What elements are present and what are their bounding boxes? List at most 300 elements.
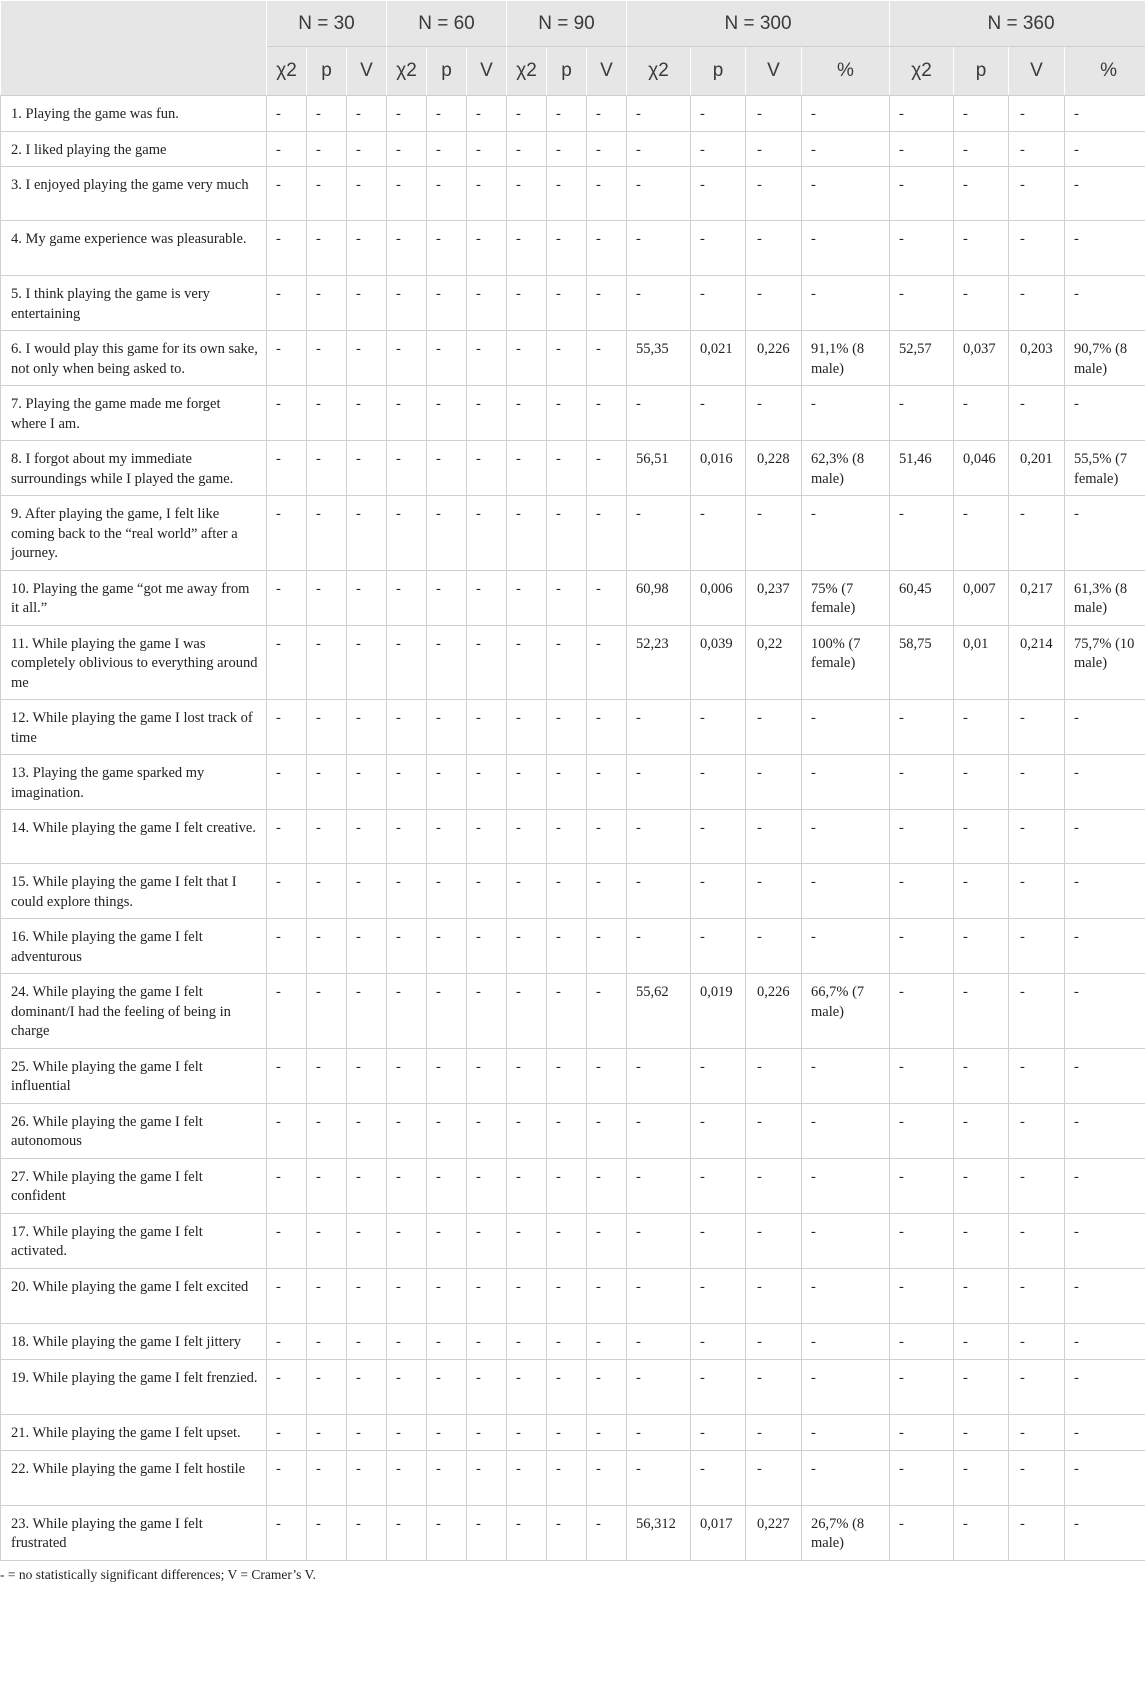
cell-percent: - — [1065, 1158, 1145, 1213]
cell-p: - — [547, 810, 587, 864]
cell-chi2: - — [387, 864, 427, 919]
cell-v: - — [587, 570, 627, 625]
cell-v: - — [746, 167, 802, 221]
item-label: 3. I enjoyed playing the game very much — [1, 167, 267, 221]
cell-v: - — [347, 700, 387, 755]
table-row — [1, 700, 1145, 755]
cell-p: - — [691, 96, 746, 132]
cell-v: - — [347, 1158, 387, 1213]
cell-percent: - — [1065, 167, 1145, 221]
cell-chi2: - — [890, 276, 954, 331]
cell-v: 0,201 — [1009, 441, 1065, 496]
cell-percent: - — [802, 221, 890, 276]
cell-chi2: - — [267, 1048, 307, 1103]
cell-chi2: - — [507, 919, 547, 974]
cell-v: - — [746, 1414, 802, 1450]
cell-chi2: - — [627, 1359, 691, 1414]
item-label: 2. I liked playing the game — [1, 131, 267, 167]
item-label: 8. I forgot about my immediate surroundings while I played the game. — [1, 441, 267, 496]
cell-p: - — [547, 1323, 587, 1359]
cell-chi2: - — [387, 919, 427, 974]
cell-chi2: - — [627, 1450, 691, 1505]
cell-chi2: - — [507, 1158, 547, 1213]
cell-p: - — [547, 625, 587, 700]
cell-chi2: - — [627, 131, 691, 167]
cell-percent: - — [802, 496, 890, 571]
cell-p: - — [547, 331, 587, 386]
table-row — [1, 625, 1145, 700]
cell-p: 0,01 — [954, 625, 1009, 700]
cell-p: - — [547, 1359, 587, 1414]
cell-p: - — [954, 1414, 1009, 1450]
cell-v: - — [746, 919, 802, 974]
cell-percent: 26,7% (8 male) — [802, 1505, 890, 1560]
cell-p: - — [427, 1103, 467, 1158]
cell-p: - — [427, 625, 467, 700]
cell-p: - — [691, 1414, 746, 1450]
cell-chi2: - — [890, 221, 954, 276]
cell-p: - — [691, 1048, 746, 1103]
cell-p: - — [691, 755, 746, 810]
cell-chi2: - — [507, 1103, 547, 1158]
cell-chi2: - — [387, 331, 427, 386]
cell-chi2: 58,75 — [890, 625, 954, 700]
cell-v: - — [347, 221, 387, 276]
cell-chi2: - — [507, 131, 547, 167]
cell-chi2: - — [507, 221, 547, 276]
cell-p: - — [954, 919, 1009, 974]
cell-p: - — [427, 864, 467, 919]
table-row — [1, 331, 1145, 386]
cell-chi2: - — [507, 1505, 547, 1560]
cell-v: - — [347, 1505, 387, 1560]
cell-v: - — [746, 131, 802, 167]
cell-v: - — [347, 167, 387, 221]
cell-v: - — [1009, 919, 1065, 974]
cell-v: - — [467, 441, 507, 496]
cell-chi2: - — [507, 625, 547, 700]
cell-percent: - — [802, 1323, 890, 1359]
cell-p: - — [954, 221, 1009, 276]
cell-p: 0,017 — [691, 1505, 746, 1560]
cell-p: - — [691, 700, 746, 755]
cell-p: - — [307, 1048, 347, 1103]
table-row — [1, 1103, 1145, 1158]
table-row — [1, 1213, 1145, 1268]
cell-p: - — [307, 131, 347, 167]
cell-chi2: - — [387, 496, 427, 571]
cell-v: - — [467, 167, 507, 221]
table-row — [1, 276, 1145, 331]
cell-chi2: - — [627, 700, 691, 755]
cell-v: - — [467, 1048, 507, 1103]
cell-chi2: - — [627, 1268, 691, 1323]
cell-percent: - — [802, 386, 890, 441]
cell-v: - — [347, 276, 387, 331]
cell-p: 0,019 — [691, 974, 746, 1049]
cell-chi2: - — [387, 755, 427, 810]
cell-v: - — [746, 1268, 802, 1323]
cell-percent: - — [802, 96, 890, 132]
cell-p: - — [307, 1505, 347, 1560]
cell-v: - — [1009, 974, 1065, 1049]
cell-v: - — [347, 496, 387, 571]
table-body — [1, 96, 1145, 1561]
table-row — [1, 1450, 1145, 1505]
cell-percent: - — [802, 131, 890, 167]
cell-v: - — [1009, 1268, 1065, 1323]
cell-v: - — [587, 96, 627, 132]
cell-v: 0,226 — [746, 331, 802, 386]
cell-percent: - — [802, 1414, 890, 1450]
cell-v: - — [467, 700, 507, 755]
cell-percent: - — [802, 700, 890, 755]
table-row — [1, 1158, 1145, 1213]
cell-p: - — [307, 625, 347, 700]
sub-chi2: χ2 — [267, 47, 307, 96]
cell-v: - — [1009, 131, 1065, 167]
cell-percent: - — [1065, 974, 1145, 1049]
cell-p: - — [307, 1268, 347, 1323]
cell-chi2: - — [267, 221, 307, 276]
cell-chi2: - — [890, 1048, 954, 1103]
cell-p: - — [547, 441, 587, 496]
cell-chi2: - — [267, 131, 307, 167]
cell-v: - — [467, 810, 507, 864]
cell-p: - — [691, 167, 746, 221]
cell-percent: - — [1065, 386, 1145, 441]
cell-v: - — [746, 96, 802, 132]
cell-p: - — [691, 221, 746, 276]
cell-v: 0,227 — [746, 1505, 802, 1560]
cell-chi2: - — [507, 386, 547, 441]
cell-v: - — [746, 276, 802, 331]
cell-v: - — [1009, 1213, 1065, 1268]
cell-p: - — [691, 1268, 746, 1323]
cell-v: - — [587, 131, 627, 167]
cell-p: - — [691, 276, 746, 331]
cell-p: - — [307, 1359, 347, 1414]
item-label: 26. While playing the game I felt autonomous — [1, 1103, 267, 1158]
cell-v: - — [1009, 1323, 1065, 1359]
cell-chi2: - — [267, 386, 307, 441]
cell-chi2: - — [387, 700, 427, 755]
cell-chi2: 56,51 — [627, 441, 691, 496]
cell-v: - — [587, 1359, 627, 1414]
cell-p: - — [954, 131, 1009, 167]
cell-v: - — [347, 441, 387, 496]
cell-chi2: - — [387, 386, 427, 441]
cell-v: - — [1009, 96, 1065, 132]
cell-chi2: 51,46 — [890, 441, 954, 496]
cell-chi2: - — [387, 276, 427, 331]
cell-v: - — [746, 1103, 802, 1158]
cell-percent: - — [1065, 1268, 1145, 1323]
cell-v: - — [746, 755, 802, 810]
cell-percent: 55,5% (7 female) — [1065, 441, 1145, 496]
cell-p: - — [427, 974, 467, 1049]
cell-chi2: - — [507, 700, 547, 755]
cell-p: - — [307, 755, 347, 810]
cell-p: - — [547, 1268, 587, 1323]
cell-v: - — [587, 167, 627, 221]
cell-p: - — [691, 810, 746, 864]
cell-v: - — [746, 864, 802, 919]
cell-p: - — [427, 700, 467, 755]
cell-percent: - — [1065, 96, 1145, 132]
group-n30: N = 30 — [267, 1, 387, 47]
cell-v: - — [467, 131, 507, 167]
cell-percent: - — [802, 919, 890, 974]
cell-v: - — [1009, 700, 1065, 755]
cell-p: - — [954, 276, 1009, 331]
cell-p: - — [547, 1213, 587, 1268]
cell-chi2: - — [627, 1103, 691, 1158]
cell-p: - — [547, 131, 587, 167]
cell-p: - — [547, 864, 587, 919]
cell-chi2: - — [890, 755, 954, 810]
cell-p: - — [547, 96, 587, 132]
cell-v: - — [587, 496, 627, 571]
group-n360: N = 360 — [890, 1, 1145, 47]
cell-chi2: - — [890, 919, 954, 974]
cell-percent: 100% (7 female) — [802, 625, 890, 700]
cell-percent: - — [1065, 700, 1145, 755]
cell-p: - — [307, 1414, 347, 1450]
cell-chi2: - — [267, 810, 307, 864]
item-label: 10. Playing the game “got me away from it all.” — [1, 570, 267, 625]
cell-percent: - — [1065, 1323, 1145, 1359]
cell-p: - — [427, 276, 467, 331]
cell-v: - — [347, 1359, 387, 1414]
cell-chi2: - — [890, 496, 954, 571]
cell-chi2: - — [267, 864, 307, 919]
cell-p: - — [547, 1414, 587, 1450]
cell-v: - — [587, 1268, 627, 1323]
cell-v: - — [587, 974, 627, 1049]
cell-percent: - — [802, 1450, 890, 1505]
cell-p: - — [954, 1450, 1009, 1505]
cell-chi2: - — [890, 864, 954, 919]
cell-chi2: - — [627, 386, 691, 441]
table-footnote: - = no statistically significant differences; V = Cramer’s V. — [0, 1566, 316, 1582]
item-label: 19. While playing the game I felt frenzied. — [1, 1359, 267, 1414]
cell-v: - — [1009, 386, 1065, 441]
cell-chi2: - — [267, 1158, 307, 1213]
cell-chi2: - — [890, 1268, 954, 1323]
cell-p: - — [954, 1213, 1009, 1268]
cell-v: - — [1009, 1414, 1065, 1450]
cell-v: - — [467, 96, 507, 132]
item-label: 17. While playing the game I felt activated. — [1, 1213, 267, 1268]
item-label: 16. While playing the game I felt adventurous — [1, 919, 267, 974]
cell-p: - — [954, 1323, 1009, 1359]
cell-chi2: - — [267, 1268, 307, 1323]
cell-v: - — [587, 755, 627, 810]
cell-percent: - — [1065, 1359, 1145, 1414]
table-row — [1, 221, 1145, 276]
cell-v: - — [347, 96, 387, 132]
cell-v: - — [1009, 1048, 1065, 1103]
cell-percent: - — [1065, 810, 1145, 864]
cell-v: - — [587, 276, 627, 331]
cell-chi2: - — [507, 167, 547, 221]
cell-v: - — [587, 1414, 627, 1450]
cell-chi2: - — [507, 810, 547, 864]
cell-v: - — [467, 755, 507, 810]
cell-v: - — [1009, 1158, 1065, 1213]
cell-v: 0,237 — [746, 570, 802, 625]
cell-p: - — [307, 1103, 347, 1158]
cell-p: - — [427, 1048, 467, 1103]
table-row — [1, 1505, 1145, 1560]
cell-chi2: - — [890, 1359, 954, 1414]
cell-percent: 62,3% (8 male) — [802, 441, 890, 496]
table-row — [1, 496, 1145, 571]
cell-p: - — [427, 755, 467, 810]
cell-p: - — [954, 864, 1009, 919]
sub-chi2: χ2 — [627, 47, 691, 96]
cell-percent: - — [802, 864, 890, 919]
cell-v: - — [467, 1158, 507, 1213]
cell-percent: - — [1065, 864, 1145, 919]
cell-p: - — [307, 1213, 347, 1268]
cell-chi2: - — [627, 1048, 691, 1103]
cell-v: - — [467, 919, 507, 974]
cell-p: - — [691, 919, 746, 974]
sub-v: V — [467, 47, 507, 96]
cell-p: - — [307, 496, 347, 571]
cell-p: - — [954, 1359, 1009, 1414]
cell-v: - — [1009, 864, 1065, 919]
cell-chi2: - — [890, 1414, 954, 1450]
item-label: 6. I would play this game for its own sake, not only when being asked to. — [1, 331, 267, 386]
table-row — [1, 1414, 1145, 1450]
cell-chi2: - — [627, 1414, 691, 1450]
cell-v: 0,214 — [1009, 625, 1065, 700]
cell-v: - — [587, 919, 627, 974]
cell-chi2: - — [890, 1103, 954, 1158]
cell-p: 0,039 — [691, 625, 746, 700]
cell-chi2: - — [387, 1213, 427, 1268]
cell-chi2: - — [267, 1505, 307, 1560]
cell-v: - — [1009, 496, 1065, 571]
cell-chi2: - — [507, 1213, 547, 1268]
cell-v: - — [587, 441, 627, 496]
cell-v: - — [347, 570, 387, 625]
cell-p: 0,007 — [954, 570, 1009, 625]
cell-v: - — [347, 625, 387, 700]
item-label: 12. While playing the game I lost track of time — [1, 700, 267, 755]
item-label: 9. After playing the game, I felt like coming back to the “real world” after a journey. — [1, 496, 267, 571]
cell-p: - — [691, 1323, 746, 1359]
cell-p: - — [547, 974, 587, 1049]
cell-chi2: - — [267, 974, 307, 1049]
cell-p: - — [427, 1505, 467, 1560]
cell-chi2: - — [387, 1359, 427, 1414]
table-row — [1, 919, 1145, 974]
cell-p: - — [954, 810, 1009, 864]
cell-v: - — [746, 1450, 802, 1505]
cell-chi2: - — [890, 131, 954, 167]
cell-chi2: - — [507, 1359, 547, 1414]
cell-chi2: 56,312 — [627, 1505, 691, 1560]
cell-v: - — [1009, 755, 1065, 810]
cell-p: - — [427, 1323, 467, 1359]
table-row — [1, 755, 1145, 810]
cell-chi2: - — [267, 570, 307, 625]
cell-p: - — [954, 1505, 1009, 1560]
cell-v: - — [746, 386, 802, 441]
cell-chi2: - — [387, 441, 427, 496]
cell-v: - — [347, 1268, 387, 1323]
cell-percent: - — [1065, 1450, 1145, 1505]
cell-p: - — [954, 496, 1009, 571]
cell-chi2: - — [507, 570, 547, 625]
cell-p: - — [954, 386, 1009, 441]
cell-chi2: - — [627, 810, 691, 864]
cell-chi2: - — [387, 625, 427, 700]
cell-p: - — [954, 1158, 1009, 1213]
cell-chi2: - — [890, 974, 954, 1049]
cell-percent: - — [802, 1103, 890, 1158]
cell-v: - — [467, 221, 507, 276]
cell-p: - — [307, 864, 347, 919]
cell-percent: - — [1065, 1048, 1145, 1103]
cell-chi2: - — [267, 331, 307, 386]
cell-chi2: - — [267, 167, 307, 221]
cell-v: - — [467, 496, 507, 571]
item-label: 25. While playing the game I felt influential — [1, 1048, 267, 1103]
cell-v: - — [746, 700, 802, 755]
cell-p: - — [547, 1450, 587, 1505]
cell-p: - — [427, 1213, 467, 1268]
cell-p: - — [427, 1158, 467, 1213]
cell-v: - — [347, 1213, 387, 1268]
sub-percent: % — [802, 47, 890, 96]
cell-p: - — [547, 1048, 587, 1103]
cell-p: - — [691, 864, 746, 919]
table-header — [1, 1, 1145, 96]
cell-p: - — [307, 276, 347, 331]
cell-chi2: - — [267, 1323, 307, 1359]
cell-percent: - — [1065, 1414, 1145, 1450]
cell-v: - — [1009, 167, 1065, 221]
item-label: 4. My game experience was pleasurable. — [1, 221, 267, 276]
cell-v: 0,203 — [1009, 331, 1065, 386]
table-row — [1, 167, 1145, 221]
cell-p: - — [691, 131, 746, 167]
cell-v: - — [746, 810, 802, 864]
cell-p: - — [547, 700, 587, 755]
cell-chi2: - — [267, 1359, 307, 1414]
cell-p: - — [427, 386, 467, 441]
cell-chi2: - — [627, 1158, 691, 1213]
cell-percent: - — [1065, 276, 1145, 331]
cell-v: - — [467, 331, 507, 386]
cell-chi2: - — [627, 755, 691, 810]
cell-v: - — [746, 1323, 802, 1359]
cell-p: - — [427, 331, 467, 386]
cell-p: - — [547, 221, 587, 276]
cell-chi2: - — [387, 1158, 427, 1213]
item-label: 5. I think playing the game is very entertaining — [1, 276, 267, 331]
cell-chi2: - — [267, 441, 307, 496]
cell-percent: - — [1065, 131, 1145, 167]
cell-chi2: 52,57 — [890, 331, 954, 386]
cell-v: - — [587, 1048, 627, 1103]
cell-chi2: - — [890, 810, 954, 864]
